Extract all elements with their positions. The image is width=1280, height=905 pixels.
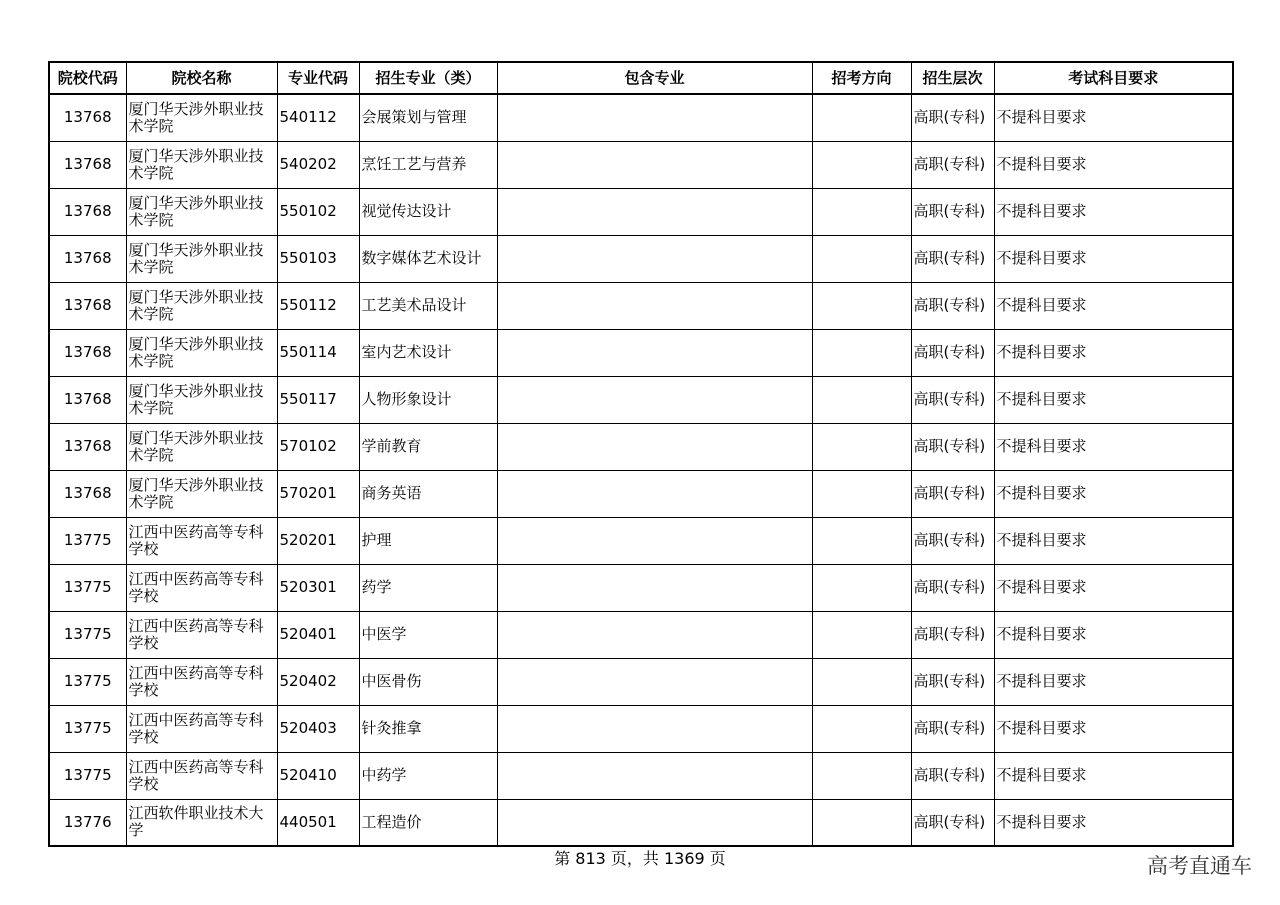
cell-school-name: 厦门华天涉外职业技术学院 [126, 470, 277, 517]
cell-school-name: 厦门华天涉外职业技术学院 [126, 329, 277, 376]
cell-major-code: 520402 [277, 658, 359, 705]
cell-major: 中医学 [359, 611, 497, 658]
cell-school-name: 厦门华天涉外职业技术学院 [126, 376, 277, 423]
header-direction: 招考方向 [812, 62, 911, 94]
table-row [49, 752, 1233, 799]
cell-included-majors [497, 188, 812, 235]
cell-level: 高职(专科) [911, 752, 994, 799]
table-header [49, 62, 1233, 94]
cell-level: 高职(专科) [911, 564, 994, 611]
cell-major: 药学 [359, 564, 497, 611]
cell-level: 高职(专科) [911, 141, 994, 188]
table-row [49, 282, 1233, 329]
cell-included-majors [497, 141, 812, 188]
cell-school-name: 厦门华天涉外职业技术学院 [126, 94, 277, 141]
table-row [49, 423, 1233, 470]
cell-included-majors [497, 658, 812, 705]
cell-level: 高职(专科) [911, 235, 994, 282]
cell-major-code: 550114 [277, 329, 359, 376]
cell-major-code: 520201 [277, 517, 359, 564]
cell-requirement: 不提科目要求 [994, 329, 1233, 376]
cell-school-code: 13768 [49, 235, 126, 282]
cell-major: 视觉传达设计 [359, 188, 497, 235]
cell-major-code: 550112 [277, 282, 359, 329]
header-school-name: 院校名称 [126, 62, 277, 94]
cell-direction [812, 94, 911, 141]
cell-school-name: 江西中医药高等专科学校 [126, 517, 277, 564]
cell-major-code: 520403 [277, 705, 359, 752]
cell-school-name: 厦门华天涉外职业技术学院 [126, 423, 277, 470]
cell-direction [812, 658, 911, 705]
cell-major: 数字媒体艺术设计 [359, 235, 497, 282]
cell-level: 高职(专科) [911, 282, 994, 329]
cell-included-majors [497, 282, 812, 329]
table-row [49, 470, 1233, 517]
cell-requirement: 不提科目要求 [994, 799, 1233, 846]
table-row [49, 188, 1233, 235]
cell-school-code: 13768 [49, 282, 126, 329]
cell-school-code: 13768 [49, 141, 126, 188]
table-row [49, 799, 1233, 846]
cell-direction [812, 188, 911, 235]
cell-direction [812, 470, 911, 517]
cell-requirement: 不提科目要求 [994, 282, 1233, 329]
cell-school-code: 13768 [49, 423, 126, 470]
cell-included-majors [497, 517, 812, 564]
header-major-code: 专业代码 [277, 62, 359, 94]
cell-major: 人物形象设计 [359, 376, 497, 423]
cell-school-name: 厦门华天涉外职业技术学院 [126, 235, 277, 282]
cell-included-majors [497, 752, 812, 799]
cell-school-code: 13776 [49, 799, 126, 846]
cell-major-code: 550117 [277, 376, 359, 423]
cell-school-name: 江西中医药高等专科学校 [126, 705, 277, 752]
cell-school-code: 13768 [49, 188, 126, 235]
cell-major: 针灸推拿 [359, 705, 497, 752]
cell-included-majors [497, 564, 812, 611]
cell-direction [812, 517, 911, 564]
cell-requirement: 不提科目要求 [994, 423, 1233, 470]
cell-school-code: 13775 [49, 752, 126, 799]
cell-level: 高职(专科) [911, 517, 994, 564]
table-row [49, 611, 1233, 658]
cell-requirement: 不提科目要求 [994, 376, 1233, 423]
cell-school-code: 13768 [49, 94, 126, 141]
cell-major-code: 570102 [277, 423, 359, 470]
cell-level: 高职(专科) [911, 470, 994, 517]
cell-school-name: 厦门华天涉外职业技术学院 [126, 141, 277, 188]
cell-major-code: 540202 [277, 141, 359, 188]
cell-school-code: 13768 [49, 470, 126, 517]
cell-level: 高职(专科) [911, 611, 994, 658]
cell-included-majors [497, 705, 812, 752]
cell-major-code: 550103 [277, 235, 359, 282]
cell-major: 护理 [359, 517, 497, 564]
table-row [49, 564, 1233, 611]
header-requirement: 考试科目要求 [994, 62, 1233, 94]
cell-included-majors [497, 94, 812, 141]
watermark-text: 高考直通车 [1147, 854, 1252, 878]
table-row [49, 235, 1233, 282]
table-row [49, 141, 1233, 188]
cell-major: 工艺美术品设计 [359, 282, 497, 329]
cell-direction [812, 752, 911, 799]
cell-direction [812, 376, 911, 423]
table-row [49, 376, 1233, 423]
admissions-table [48, 61, 1234, 847]
cell-major-code: 520301 [277, 564, 359, 611]
cell-school-code: 13768 [49, 329, 126, 376]
cell-school-code: 13775 [49, 517, 126, 564]
cell-included-majors [497, 423, 812, 470]
cell-major-code: 440501 [277, 799, 359, 846]
cell-requirement: 不提科目要求 [994, 517, 1233, 564]
cell-school-name: 江西中医药高等专科学校 [126, 658, 277, 705]
table-row [49, 329, 1233, 376]
cell-direction [812, 799, 911, 846]
table-row [49, 94, 1233, 141]
cell-major: 室内艺术设计 [359, 329, 497, 376]
cell-direction [812, 611, 911, 658]
cell-level: 高职(专科) [911, 376, 994, 423]
cell-major: 中医骨伤 [359, 658, 497, 705]
cell-requirement: 不提科目要求 [994, 564, 1233, 611]
cell-level: 高职(专科) [911, 705, 994, 752]
cell-direction [812, 235, 911, 282]
cell-major-code: 520410 [277, 752, 359, 799]
cell-major: 工程造价 [359, 799, 497, 846]
cell-school-code: 13768 [49, 376, 126, 423]
table-row [49, 705, 1233, 752]
cell-requirement: 不提科目要求 [994, 611, 1233, 658]
cell-major: 学前教育 [359, 423, 497, 470]
header-included-majors: 包含专业 [497, 62, 812, 94]
cell-direction [812, 282, 911, 329]
cell-school-code: 13775 [49, 705, 126, 752]
cell-school-name: 江西中医药高等专科学校 [126, 752, 277, 799]
cell-requirement: 不提科目要求 [994, 658, 1233, 705]
cell-direction [812, 141, 911, 188]
cell-requirement: 不提科目要求 [994, 705, 1233, 752]
page-number: 第 813 页，共 1369 页 [554, 849, 726, 868]
cell-school-name: 江西中医药高等专科学校 [126, 611, 277, 658]
cell-included-majors [497, 799, 812, 846]
header-major: 招生专业（类） [359, 62, 497, 94]
cell-included-majors [497, 470, 812, 517]
cell-major: 中药学 [359, 752, 497, 799]
cell-included-majors [497, 376, 812, 423]
table-row [49, 658, 1233, 705]
cell-level: 高职(专科) [911, 94, 994, 141]
cell-level: 高职(专科) [911, 423, 994, 470]
cell-level: 高职(专科) [911, 658, 994, 705]
cell-included-majors [497, 329, 812, 376]
cell-major-code: 550102 [277, 188, 359, 235]
cell-major-code: 540112 [277, 94, 359, 141]
cell-included-majors [497, 235, 812, 282]
cell-school-name: 江西中医药高等专科学校 [126, 564, 277, 611]
cell-requirement: 不提科目要求 [994, 752, 1233, 799]
cell-school-name: 江西软件职业技术大学 [126, 799, 277, 846]
cell-major-code: 520401 [277, 611, 359, 658]
table-row [49, 517, 1233, 564]
cell-direction [812, 564, 911, 611]
cell-direction [812, 423, 911, 470]
cell-level: 高职(专科) [911, 799, 994, 846]
cell-requirement: 不提科目要求 [994, 235, 1233, 282]
cell-school-code: 13775 [49, 658, 126, 705]
cell-major: 烹饪工艺与营养 [359, 141, 497, 188]
cell-level: 高职(专科) [911, 188, 994, 235]
cell-school-name: 厦门华天涉外职业技术学院 [126, 282, 277, 329]
cell-school-code: 13775 [49, 611, 126, 658]
cell-major-code: 570201 [277, 470, 359, 517]
header-school-code: 院校代码 [49, 62, 126, 94]
cell-direction [812, 705, 911, 752]
cell-school-name: 厦门华天涉外职业技术学院 [126, 188, 277, 235]
cell-school-code: 13775 [49, 564, 126, 611]
cell-major: 商务英语 [359, 470, 497, 517]
cell-direction [812, 329, 911, 376]
cell-major: 会展策划与管理 [359, 94, 497, 141]
cell-included-majors [497, 611, 812, 658]
header-row [49, 62, 1233, 94]
cell-level: 高职(专科) [911, 329, 994, 376]
cell-requirement: 不提科目要求 [994, 141, 1233, 188]
header-level: 招生层次 [911, 62, 994, 94]
cell-requirement: 不提科目要求 [994, 470, 1233, 517]
cell-requirement: 不提科目要求 [994, 188, 1233, 235]
cell-requirement: 不提科目要求 [994, 94, 1233, 141]
table-body [49, 94, 1233, 846]
